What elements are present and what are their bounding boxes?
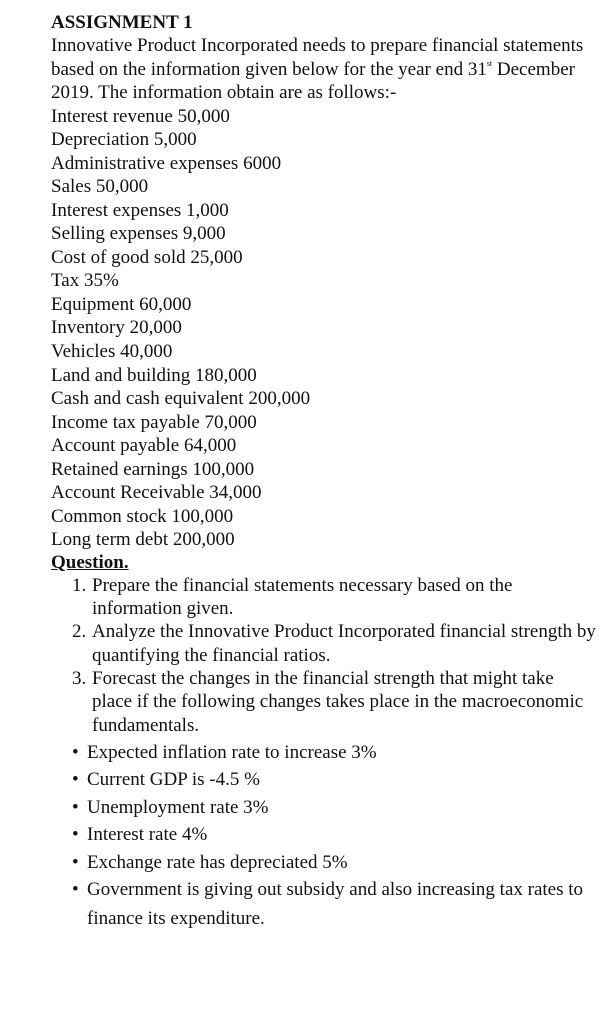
bullet-text: Unemployment rate 3% xyxy=(87,796,269,818)
financial-item-land-and-building: Land and building 180,000 xyxy=(51,364,257,386)
financial-item-cost-of-goods-sold: Cost of good sold 25,000 xyxy=(51,246,243,268)
bullet-item-government-subsidy xyxy=(51,876,596,933)
question-item: 2. Analyze the Innovative Product Incorporated financial strength by quantifying the financial ratios. xyxy=(91,620,596,667)
bullet-icon: • xyxy=(72,796,79,818)
bullet-icon: • xyxy=(72,879,79,901)
bullet-icon: • xyxy=(72,741,79,763)
intro-text-start: Innovative Product Incorporated needs to prepare financial statements based on the information given below for the year end 31 xyxy=(51,35,584,80)
financial-item-sales: Sales 50,000 xyxy=(51,176,149,198)
financial-item-interest-expenses: Interest expenses 1,000 xyxy=(51,199,229,221)
question-item: 1. Prepare the financial statements necessary based on the information given. xyxy=(91,574,596,621)
bullet-text: Interest rate 4% xyxy=(87,824,208,846)
intro-text-end: December 2019. The information obtain are as follows:- xyxy=(51,58,575,103)
bullet-text: Government is giving out subsidy and also increasing tax rates to finance its expenditure. xyxy=(87,879,584,929)
financial-item-account-payable: Account payable 64,000 xyxy=(51,435,237,457)
financial-item-income-tax-payable: Income tax payable 70,000 xyxy=(51,411,257,433)
financial-item-inventory: Inventory 20,000 xyxy=(51,317,182,339)
financial-items-list xyxy=(51,105,596,552)
financial-item-tax: Tax 35% xyxy=(51,270,119,292)
macroeconomic-changes-list xyxy=(51,739,596,934)
financial-item-retained-earnings: Retained earnings 100,000 xyxy=(51,458,255,480)
bullet-item-exchange-rate xyxy=(51,849,596,877)
question-heading: Question. xyxy=(51,551,129,573)
bullet-item-interest-rate xyxy=(51,821,596,849)
bullet-text: Expected inflation rate to increase 3% xyxy=(87,741,377,763)
bullet-item-inflation xyxy=(51,739,596,767)
bullet-icon: • xyxy=(72,769,79,791)
intro-paragraph xyxy=(51,34,596,105)
financial-item-account-receivable: Account Receivable 34,000 xyxy=(51,482,262,504)
financial-item-administrative-expenses: Administrative expenses 6000 xyxy=(51,152,282,174)
questions-list xyxy=(51,574,596,737)
bullet-item-unemployment xyxy=(51,794,596,822)
bullet-text: Current GDP is -4.5 % xyxy=(87,769,260,791)
bullet-item-gdp xyxy=(51,766,596,794)
question-item: 3. Forecast the changes in the financial strength that might take place if the following changes takes place in the macroeconomic fundamentals. xyxy=(91,667,596,737)
financial-item-long-term-debt: Long term debt 200,000 xyxy=(51,529,235,551)
financial-item-interest-revenue: Interest revenue 50,000 xyxy=(51,105,230,127)
assignment-document xyxy=(51,11,596,933)
financial-item-depreciation: Depreciation 5,000 xyxy=(51,129,197,151)
intro-ordinal-suffix: st xyxy=(486,58,493,68)
bullet-icon: • xyxy=(72,824,79,846)
financial-item-selling-expenses: Selling expenses 9,000 xyxy=(51,223,226,245)
financial-item-vehicles: Vehicles 40,000 xyxy=(51,340,173,362)
bullet-text: Exchange rate has depreciated 5% xyxy=(87,851,348,873)
bullet-icon: • xyxy=(72,851,79,873)
financial-item-common-stock: Common stock 100,000 xyxy=(51,505,234,527)
financial-item-cash-equivalent: Cash and cash equivalent 200,000 xyxy=(51,388,311,410)
financial-item-equipment: Equipment 60,000 xyxy=(51,293,192,315)
assignment-title: ASSIGNMENT 1 xyxy=(51,12,193,33)
